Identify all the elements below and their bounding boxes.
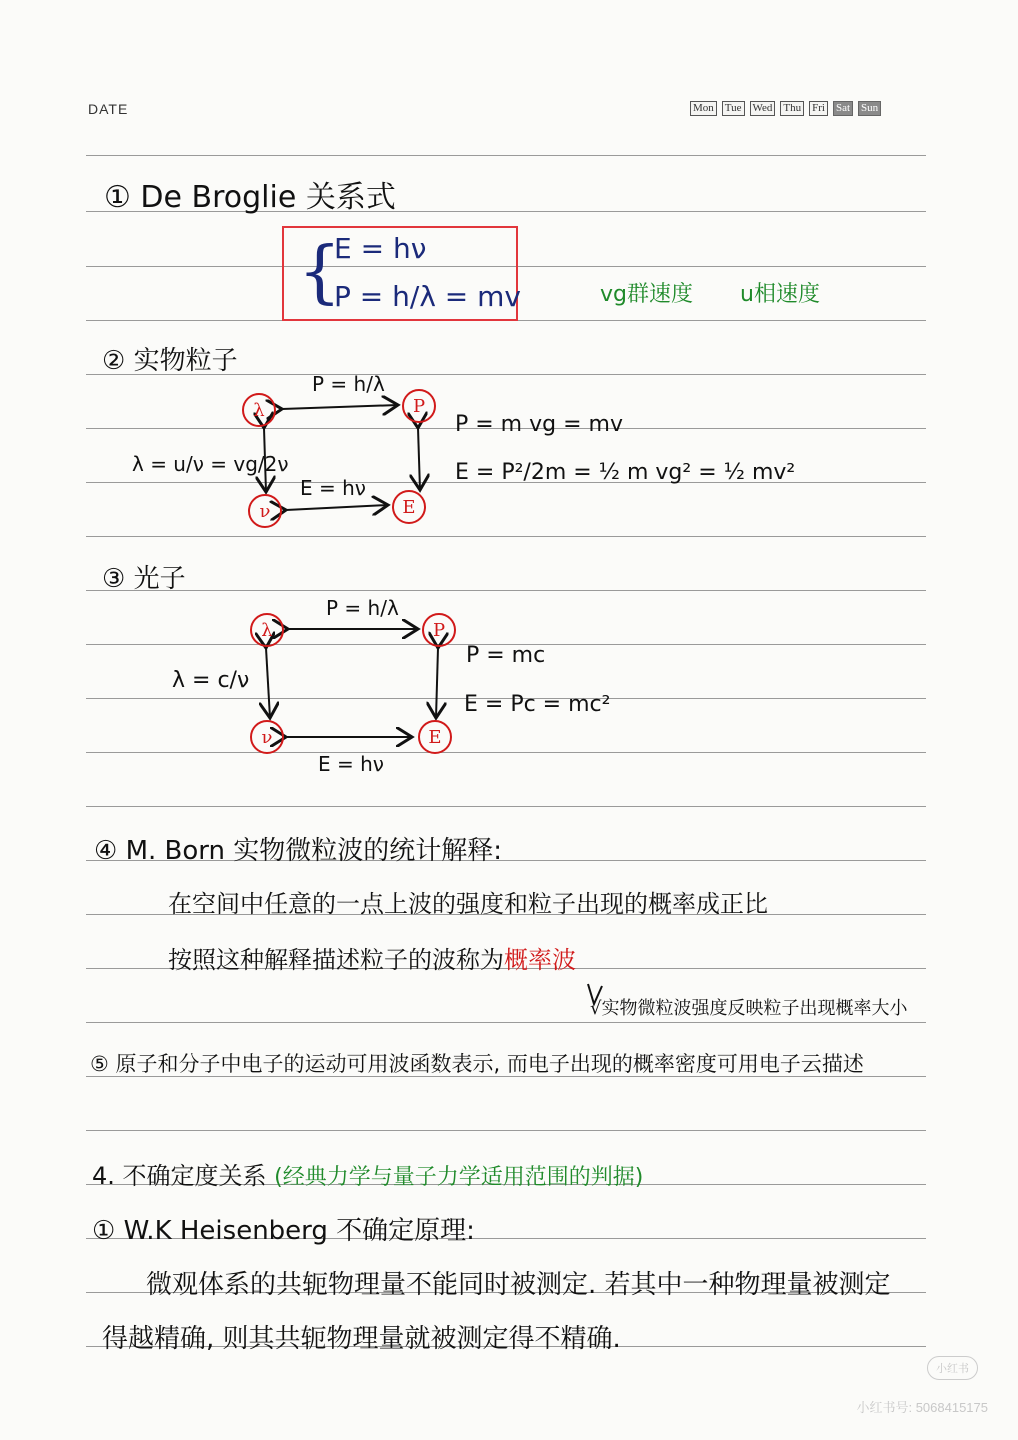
s3-node-lambda: λ xyxy=(250,613,284,647)
s3-node-p: P xyxy=(422,613,456,647)
s2-bottom-arrow xyxy=(286,505,388,510)
s3-node-e: E xyxy=(418,720,452,754)
section4-note: √实物微粒波强度反映粒子出现概率大小 xyxy=(590,998,908,1019)
section4-line2-prefix: 按照这种解释描述粒子的波称为 xyxy=(168,946,504,974)
watermark-logo: 小红书 xyxy=(927,1356,978,1380)
s3-right-arrow xyxy=(436,648,438,718)
day-thu: Thu xyxy=(780,101,804,116)
section6-title xyxy=(92,1156,643,1191)
section6-title-main: 4. 不确定度关系 xyxy=(92,1162,267,1190)
s2-momentum-eq: P = m vg = mv xyxy=(455,412,623,437)
s3-top-label: P = h/λ xyxy=(326,596,399,620)
section6-title-note: (经典力学与量子力学适用范围的判据) xyxy=(274,1165,644,1190)
s2-node-p: P xyxy=(402,389,436,423)
s3-energy-eq: E = Pc = mc² xyxy=(464,692,611,717)
s2-top-label: P = h/λ xyxy=(312,372,385,396)
section1-title: ① De Broglie 关系式 xyxy=(104,180,396,215)
s3-node-nu: ν xyxy=(250,720,284,754)
day-wed: Wed xyxy=(750,101,776,116)
section6-line2: 得越精确, 则其共轭物理量就被测定得不精确. xyxy=(102,1324,621,1354)
s2-top-arrow xyxy=(282,405,398,409)
s3-momentum-eq: P = mc xyxy=(466,643,546,668)
day-sat: Sat xyxy=(833,101,853,116)
section4-title: ④ M. Born 实物微粒波的统计解释: xyxy=(94,836,503,866)
day-fri: Fri xyxy=(809,101,828,116)
section5-text: ⑤ 原子和分子中电子的运动可用波函数表示, 而电子出现的概率密度可用电子云描述 xyxy=(90,1052,864,1076)
s2-left-label: λ = u/ν = vg/2ν xyxy=(132,452,289,476)
eq-momentum: P = h/λ = mv xyxy=(334,280,522,313)
section3-title: ③ 光子 xyxy=(102,564,186,594)
s3-left-arrow xyxy=(266,648,270,718)
s2-node-nu: ν xyxy=(248,494,282,528)
s2-energy-eq: E = P²/2m = ½ m vg² = ½ mv² xyxy=(455,460,796,485)
section4-line2 xyxy=(168,940,576,975)
section6-subtitle: ① W.K Heisenberg 不确定原理: xyxy=(92,1216,475,1246)
s2-node-lambda: λ xyxy=(242,393,276,427)
eq-energy: E = hν xyxy=(334,232,427,265)
watermark-text: 小红书号: 5068415175 xyxy=(856,1400,988,1415)
date-label: DATE xyxy=(88,101,129,117)
group-velocity-note: vg群速度 xyxy=(600,282,693,307)
s3-bottom-label: E = hν xyxy=(318,752,384,776)
s2-bottom-label: E = hν xyxy=(300,476,366,500)
day-sun: Sun xyxy=(858,101,881,116)
phase-velocity-note: u相速度 xyxy=(740,282,820,307)
day-mon: Mon xyxy=(690,101,717,116)
s3-left-label: λ = c/ν xyxy=(172,668,250,693)
section2-title: ② 实物粒子 xyxy=(102,346,238,376)
s2-right-arrow xyxy=(418,428,420,490)
section6-line1: 微观体系的共轭物理量不能同时被测定. 若其中一种物理量被测定 xyxy=(146,1270,891,1300)
day-tue: Tue xyxy=(722,101,745,116)
section4-line1: 在空间中任意的一点上波的强度和粒子出现的概率成正比 xyxy=(168,890,768,918)
probability-wave-term: 概率波 xyxy=(504,946,576,974)
s2-node-e: E xyxy=(392,490,426,524)
brace-symbol: { xyxy=(298,233,342,312)
